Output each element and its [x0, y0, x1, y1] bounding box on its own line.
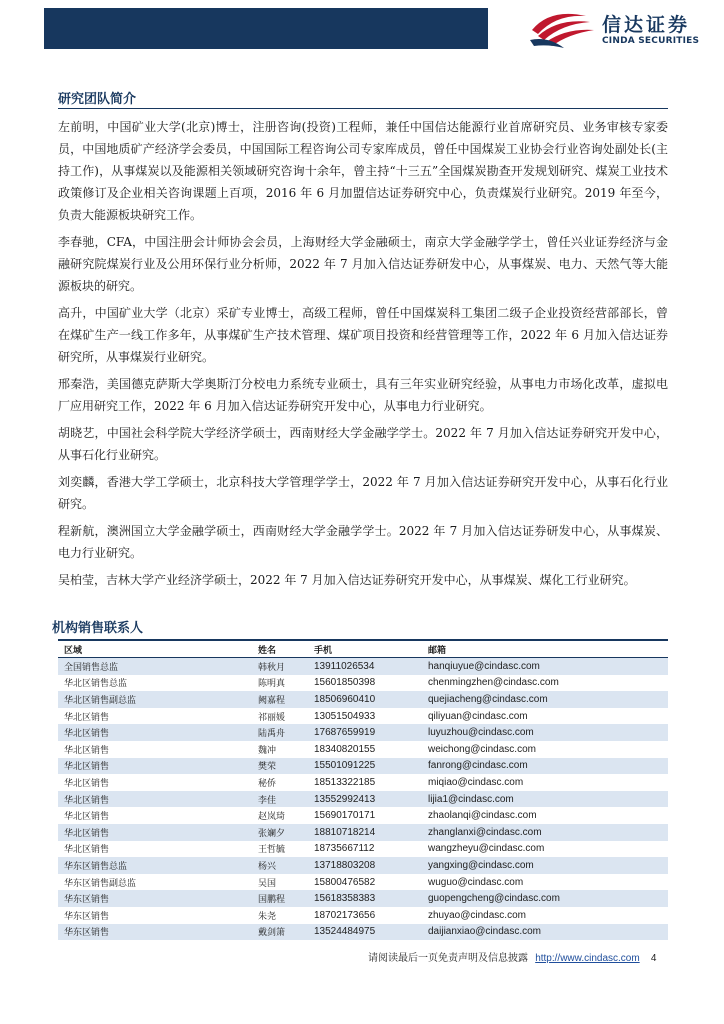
cell-mobile: 15800476582 — [314, 876, 376, 888]
cell-region: 全国销售总监 — [58, 658, 258, 675]
page-footer — [368, 949, 656, 964]
cell-name: 魏冲 — [258, 745, 277, 756]
sales-table-body — [58, 658, 668, 941]
cell-name: 韩秋月 — [258, 658, 314, 675]
cell-name: 陆禹舟 — [258, 724, 314, 741]
cell-email[interactable]: luyuzhou@cindasc.com — [428, 724, 668, 741]
cell-region: 华北区销售副总监 — [58, 691, 258, 708]
cell-name: 赵岚琦 — [258, 812, 286, 823]
logo-english-name: CINDA SECURITIES — [602, 36, 700, 46]
cell-region: 华北区销售 — [64, 778, 110, 789]
cell-name: 戴剑箫 — [258, 924, 314, 941]
analyst-bio: 程新航，澳洲国立大学金融学硕士，西南财经大学金融学学士。2022 年 7 月加入信达证券研发中心，从事煤炭、电力行业研究。 — [58, 524, 668, 560]
cell-name: 阙嘉程 — [258, 691, 314, 708]
analyst-bio: 胡晓艺，中国社会科学院大学经济学硕士，西南财经大学金融学学士。2022 年 7 月加入信达证券研究开发中心，从事石化行业研究。 — [58, 426, 668, 462]
table-row — [58, 907, 668, 924]
cell-name: 吴国 — [258, 878, 277, 889]
cell-mobile: 13718803208 — [314, 857, 428, 874]
cell-region: 华北区销售总监 — [64, 679, 128, 690]
company-logo — [528, 8, 708, 54]
cell-name: 樊荣 — [258, 758, 314, 775]
cell-region: 华北区销售 — [64, 812, 110, 823]
cell-email[interactable]: zhuyao@cindasc.com — [428, 909, 526, 921]
table-row — [58, 857, 668, 874]
table-row — [58, 791, 668, 808]
table-row — [58, 741, 668, 758]
table-row — [58, 675, 668, 692]
cell-mobile: 18735667112 — [314, 843, 375, 855]
cell-email[interactable]: quejiacheng@cindasc.com — [428, 691, 668, 708]
page-number: 4 — [650, 953, 657, 964]
table-row — [58, 890, 668, 907]
analyst-bio: 邢秦浩，美国德克萨斯大学奥斯汀分校电力系统专业硕士，具有三年实业研究经验，从事电力市场化改革，虚拟电厂应用研究工作，2022 年 6 月加入信达证券研究开发中心，从事电力行业研究。 — [58, 377, 668, 413]
cell-mobile: 15690170171 — [314, 810, 376, 822]
column-header-name: 姓名 — [258, 640, 314, 658]
table-header-row — [58, 640, 668, 658]
analyst-bio: 李春驰，CFA，中国注册会计师协会会员，上海财经大学金融硕士，南京大学金融学学士，曾任兴业证券经济与金融研究院煤炭行业及公用环保行业分析师，2022 年 7 月加入信达证券研发中心，从事煤炭、电力、天然气等大能源板块的研究。 — [58, 235, 668, 293]
cell-mobile: 18702173656 — [314, 909, 376, 921]
cell-mobile: 15601850398 — [314, 677, 376, 689]
cell-region: 华东区销售 — [58, 924, 258, 941]
logo-chinese-name: 信达证券 — [602, 14, 691, 36]
website-link[interactable]: http://www.cindasc.com — [535, 953, 640, 964]
cell-email[interactable]: guopengcheng@cindasc.com — [428, 890, 668, 907]
cell-region: 华东区销售总监 — [58, 857, 258, 874]
cell-mobile: 18506960410 — [314, 691, 428, 708]
cell-mobile: 18340820155 — [314, 743, 376, 755]
cell-email[interactable]: miqiao@cindasc.com — [428, 776, 524, 788]
cell-region: 华北区销售 — [58, 724, 258, 741]
table-row — [58, 774, 668, 791]
cell-mobile: 18810718214 — [314, 824, 428, 841]
cell-email[interactable]: zhanglanxi@cindasc.com — [428, 824, 668, 841]
cell-name: 李佳 — [258, 791, 314, 808]
cell-email[interactable]: lijia1@cindasc.com — [428, 791, 668, 808]
column-header-mobile: 手机 — [314, 640, 428, 658]
analyst-bio: 高升，中国矿业大学（北京）采矿专业博士，高级工程师，曾任中国煤炭科工集团二级子企业投资经营部部长，曾在煤矿生产一线工作多年，从事煤矿生产技术管理、煤矿项目投资和经营管理等工作，2022 年 6 月加入信达证券研究所，从事煤炭行业研究。 — [58, 306, 668, 364]
cell-mobile: 17687659919 — [314, 724, 428, 741]
cell-name: 陈明真 — [258, 679, 286, 690]
analyst-bio: 吴柏莹，吉林大学产业经济学硕士，2022 年 7 月加入信达证券研究开发中心，从事煤炭、煤化工行业研究。 — [58, 573, 636, 587]
analyst-bio: 刘奕麟，香港大学工学硕士，北京科技大学管理学学士，2022 年 7 月加入信达证券研究开发中心，从事石化行业研究。 — [58, 475, 668, 511]
cell-region: 华北区销售 — [64, 712, 110, 723]
cell-mobile: 15501091225 — [314, 758, 428, 775]
research-team-title: 研究团队简介 — [58, 92, 137, 107]
cell-name: 朱尧 — [258, 911, 277, 922]
column-header-region: 区域 — [58, 640, 258, 658]
cell-name: 祁丽媛 — [258, 712, 286, 723]
table-row — [58, 724, 668, 741]
cell-name: 国鹏程 — [258, 890, 314, 907]
cell-region: 华北区销售 — [58, 791, 258, 808]
cell-mobile: 13051504933 — [314, 710, 376, 722]
sales-contacts-title: 机构销售联系人 — [52, 621, 144, 636]
disclaimer-text: 请阅读最后一页免责声明及信息披露 — [368, 953, 528, 964]
cell-email[interactable]: zhaolanqi@cindasc.com — [428, 810, 537, 822]
table-row — [58, 691, 668, 708]
cell-mobile: 13552992413 — [314, 791, 428, 808]
cell-email[interactable]: wuguo@cindasc.com — [428, 876, 524, 888]
section-divider — [58, 108, 668, 109]
table-row — [58, 708, 668, 725]
cell-region: 华北区销售 — [58, 758, 258, 775]
analyst-bio: 左前明，中国矿业大学(北京)博士，注册咨询(投资)工程师，兼任中国信达能源行业首席研究员、业务审核专家委员，中国地质矿产经济学会委员，中国国际工程咨询公司专家库成员，曾任中国煤炭工业协会行业咨询处副处长(主持工作)，从事煤炭以及能源相关领域研究咨询十余年，曾主持“十三五”全国煤炭勘查开发规划研究、煤炭工业技术政策修订及企业相关咨询课题上百项，2016 年 6 月加盟信达证券研究中心，负责煤炭行业研究。2019 年至今，负责大能源板块研究工作。 — [58, 120, 668, 222]
cell-email[interactable]: chenmingzhen@cindasc.com — [428, 677, 559, 689]
cell-email[interactable]: wangzheyu@cindasc.com — [428, 843, 545, 855]
column-header-email: 邮箱 — [428, 640, 668, 658]
header-bar — [44, 8, 488, 49]
cell-region: 华东区销售 — [64, 911, 110, 922]
table-row — [58, 658, 668, 675]
cell-email[interactable]: daijianxiao@cindasc.com — [428, 924, 668, 941]
cell-email[interactable]: weichong@cindasc.com — [428, 743, 536, 755]
cell-region: 华东区销售副总监 — [64, 878, 137, 889]
cell-region: 华东区销售 — [58, 890, 258, 907]
cinda-logo-icon — [528, 10, 596, 50]
cell-name: 杨兴 — [258, 857, 314, 874]
cell-email[interactable]: qiliyuan@cindasc.com — [428, 710, 528, 722]
table-row — [58, 874, 668, 891]
cell-region: 华北区销售 — [64, 845, 110, 856]
cell-email[interactable]: fanrong@cindasc.com — [428, 758, 668, 775]
cell-region: 华北区销售 — [64, 745, 110, 756]
cell-region: 华北区销售 — [58, 824, 258, 841]
table-row — [58, 758, 668, 775]
cell-name: 秘侨 — [258, 778, 277, 789]
table-row — [58, 841, 668, 858]
cell-email[interactable]: hanqiuyue@cindasc.com — [428, 658, 668, 675]
cell-email[interactable]: yangxing@cindasc.com — [428, 857, 668, 874]
sales-contacts-table — [58, 639, 668, 940]
cell-mobile: 15618358383 — [314, 890, 428, 907]
table-row — [58, 807, 668, 824]
analyst-bio-list — [58, 116, 668, 596]
cell-name: 王哲毓 — [258, 845, 286, 856]
cell-name: 张斓夕 — [258, 824, 314, 841]
cell-mobile: 18513322185 — [314, 776, 376, 788]
cell-mobile: 13524484975 — [314, 924, 428, 941]
cell-mobile: 13911026534 — [314, 658, 428, 675]
table-row — [58, 924, 668, 941]
table-row — [58, 824, 668, 841]
